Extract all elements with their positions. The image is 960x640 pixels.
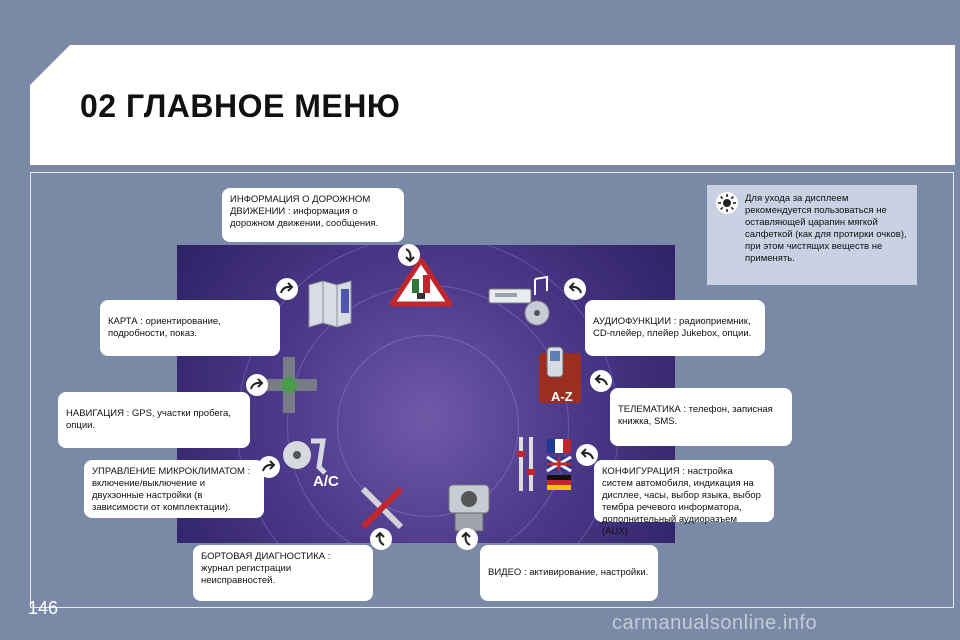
arrow-right-icon (276, 278, 298, 300)
diagnostics-tools-icon[interactable] (355, 481, 409, 535)
audio-text: АУДИОФУНКЦИИ : радиоприемник, CD-плейер, плейер Jukebox, опции. (593, 316, 752, 339)
callout-climate (84, 460, 264, 518)
arrow-right-icon (246, 374, 268, 396)
telematics-text: ТЕЛЕМАТИКА : телефон, записная книжка, SMS. (618, 404, 773, 427)
traffic-text: ИНФОРМАЦИЯ О ДОРОЖНОМ ДВИЖЕНИИ : информация о дорожном движении, сообщения. (230, 194, 379, 229)
configuration-icon[interactable] (517, 433, 577, 495)
arrow-up-icon (456, 528, 478, 550)
arrow-left-icon (564, 278, 586, 300)
care-note-text: Для ухода за дисплеем рекомендуется пользоваться не оставляющей царапин мягкой салфеткой (как для протирки очков), при этом чистящих веществ не применять. (745, 193, 907, 264)
diagnostics-text: БОРТОВАЯ ДИАГНОСТИКА : журнал регистрации неисправностей. (201, 551, 331, 586)
traffic-warning-icon[interactable] (389, 257, 453, 307)
sun-icon (715, 191, 739, 215)
arrow-down-icon (398, 244, 420, 266)
arrow-right-icon (258, 456, 280, 478)
navigation-text: НАВИГАЦИЯ : GPS, участки пробега, опции. (66, 408, 231, 431)
arrow-left-icon (576, 444, 598, 466)
care-note (707, 185, 917, 285)
callout-audio (585, 300, 765, 356)
ac-label: A/C (313, 473, 339, 490)
navigation-crossroad-icon[interactable] (261, 357, 317, 413)
callout-diagnostics (193, 545, 373, 601)
video-text: ВИДЕО : активирование, настройки. (488, 567, 649, 578)
audio-icon[interactable] (485, 273, 555, 329)
map-text: КАРТА : ориентирование, подробности, показ. (108, 316, 221, 339)
callout-config (594, 460, 774, 537)
callout-navigation (58, 392, 250, 448)
config-text: КОНФИГУРАЦИЯ : настройка систем автомобиля, индикация на дисплее, часы, выбор языка, выбор тембра речевого информатора, дополнительный аудиоразъем (AUX). (602, 466, 761, 537)
page-title: 02 ГЛАВНОЕ МЕНЮ (80, 88, 401, 124)
az-label: A-Z (551, 389, 573, 404)
watermark: carmanualsonline.info (612, 612, 818, 634)
callout-video (480, 545, 658, 601)
callout-telematics (610, 388, 792, 446)
page-number: 146 (28, 598, 59, 618)
arrow-up-icon (370, 528, 392, 550)
climate-text: УПРАВЛЕНИЕ МИКРОКЛИМАТОМ : включение/выключение и двухзонные настройки (в зависимости от комплектации). (92, 466, 251, 513)
arrow-left-icon (590, 370, 612, 392)
map-icon[interactable] (303, 275, 359, 331)
callout-traffic (222, 188, 404, 242)
callout-map (100, 300, 280, 356)
